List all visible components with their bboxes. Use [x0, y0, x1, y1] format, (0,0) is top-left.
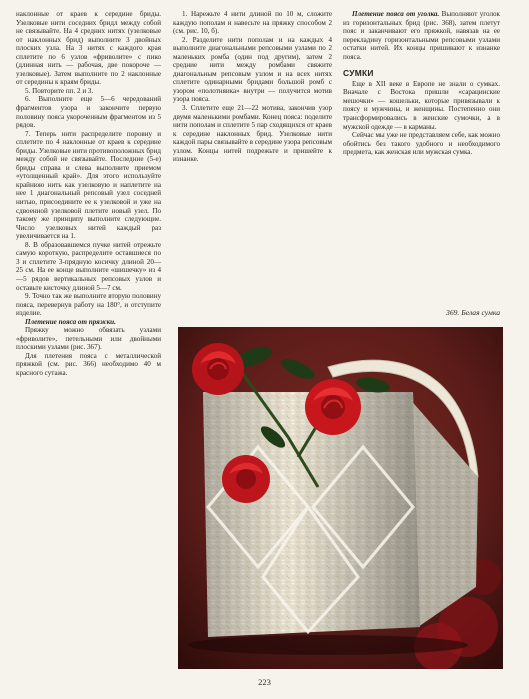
paragraph: 9. Точно так же выполните вторую половину пояса, перевернув работу на 180°, и отступите изделие. — [16, 292, 161, 318]
subheading-paragraph: Плетение пояса от уголка. Выполняют уголок из горизонтальных брид (рис. 368), затем плетут пояс и заканчивают его пряжкой, навязав на ее перекладину горизонтальными репсовыми узлами остатки нитей. Их концы пришивают к изнанке пояса. — [343, 10, 500, 61]
paragraph: Сейчас мы уже не представляем себе, как можно обойтись без такого удобного и необходимого предмета, как женская или мужская сумка. — [343, 131, 500, 157]
paragraph: Пряжку можно обвязать узлами «фриволите», петельными или двойными плоскими узлами (рис. 367). — [16, 326, 161, 352]
paragraph: 6. Выполните еще 5—6 чередований фрагментов узора и закончите первую половину пояса укороченным фрагментом из 5 рядов. — [16, 95, 161, 130]
subheading: Плетение пояса от пряжки. — [25, 317, 116, 326]
paragraph: Для плетения пояса с металлической пряжкой (см. рис. 366) необходимо 40 м красного сутажа. — [16, 351, 161, 377]
paragraph: Еще в XII веке в Европе не знали о сумках. Вначале с Востока пришли «сарацинские мешочки» — кошельки, которые привязывали к поясу и мужчины, и женщины. Постепенно они трансформировались в женские сумочки, а в мужской одежде — в карманы. — [343, 79, 500, 131]
figure-caption: 369. Белая сумка — [446, 308, 500, 317]
photo-white-bag — [178, 327, 503, 669]
paragraph: 2. Разделите нити пополам и на каждых 4 выполните диагональными репсовыми узлами по 2 маленьких ромба (один под другим), затем 2 средние нити между ромбами свяжите диагональным репсовым узлом и на всех нитях сплетите одинарными бридами большой ромб с узором «полотняика» внутри — получится мотив узора пояса. — [173, 35, 332, 104]
paragraph: 7. Теперь нити распределите поровну и сплетите по 4 наклонные от краев к середине бриды. Узелковые нити противоположных брид между собой не связывайте. Последние (5-е) бриды справа и слева выполните приемом «утолщенный край». Для этого используйте крайнюю нить как узелковую и наплетите на нее 1 диагональный репсовый узел соседней нитью, присоедините ее к узелковой и уже на сдвоенной узелковой плетите новый узел. По такому же принципу выполните следующие. Число узелковых нитей каждый раз увеличивается на 1. — [16, 129, 161, 241]
text-column-right — [343, 10, 500, 157]
paragraph: 5. Повторите пп. 2 и 3. — [25, 86, 94, 95]
page-number: 223 — [258, 677, 271, 687]
text-column-middle — [173, 10, 332, 164]
paragraph: 1. Нарежьте 4 нити длиной по 10 м, сложите каждую пополам и навесьте на пряжку способом 2 (см. рис. 10, б). — [173, 10, 332, 36]
subheading-paragraph — [16, 318, 161, 327]
section-heading: СУМКИ — [343, 68, 374, 79]
paragraph: наклонные от краев к середине бриды. Узелковые нити соседних бридл между собой не связывайте. На 4 средних нитях (узелковые от наклонных брид) выполните 3 двойных плоских узла. На 3 нитях с каждого края сплетите по 6 узлов «фриволите» с пико (длинная нить — рабочая, две покороче — узелковые). Затем выполните по 2 наклонные от середины к краям бриды. — [16, 10, 161, 87]
paragraph: 8. В образовавшемся пучке нитей отрежьте самую короткую, распределите оставшиеся по 3 и сплетите 3-прядную косичку длиной 20—25 см. На ее конце выполните «шишечку» из 4—5 рядов вертикальных репсовых узлов и оставьте кисточку длиной 5—7 см. — [16, 240, 161, 292]
text-column-left — [16, 10, 161, 378]
subheading: Плетение пояса от уголка. — [352, 10, 440, 18]
bag-illustration — [178, 327, 503, 669]
paragraph: 3. Сплетите еще 21—22 мотива, закончив узор двумя маленькими ромбами. Конец пояса: поделите нити пополам и сплетите 5 пар сходящихся от краев к середине наклонных брид. Узелковые нити каждой пары связывайте в середине узора репсовым узлом. Концы нитей подрежьте и пришейте к изнанке. — [173, 104, 332, 164]
